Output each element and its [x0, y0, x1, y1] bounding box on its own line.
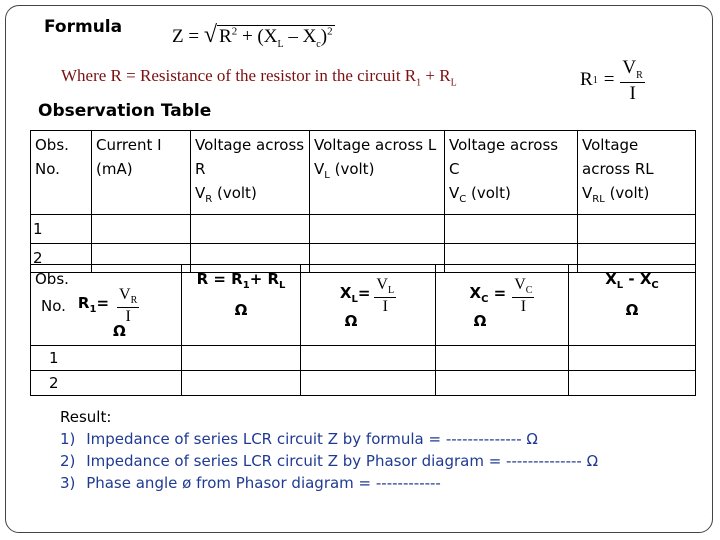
table1-row1-vc: [445, 215, 578, 244]
table2-row1-obs: 1: [31, 346, 182, 371]
table2-row1-xl: [301, 346, 436, 371]
vrl-sym: V: [582, 184, 593, 202]
xl-omega: Ω: [344, 312, 358, 331]
xc-num-sub: C: [525, 285, 533, 297]
where-sub1: 1: [416, 77, 422, 89]
header-voltage-rl: [578, 131, 696, 215]
r1-fraction: [620, 58, 644, 103]
table1-row1-obs: 1: [31, 215, 92, 244]
xl-fraction: [374, 277, 396, 315]
xl-label-sub: L: [351, 293, 358, 305]
vc-sym: V: [449, 184, 460, 202]
vl-unit: (volt): [329, 160, 375, 178]
xc-num: V: [514, 276, 526, 293]
xl-eq: =: [357, 283, 371, 302]
vr-title: Voltage across R: [195, 136, 305, 178]
result-section: [60, 406, 598, 494]
r1-formula-top: [580, 58, 645, 103]
xc-sub: c: [316, 38, 321, 50]
table2-row2-r: [182, 371, 301, 396]
xl-sub: L: [277, 38, 284, 50]
r1-den: I: [629, 82, 636, 104]
result-item-3: [60, 472, 598, 494]
r1-lhs: R: [580, 69, 593, 91]
xl-num-sub: L: [387, 285, 395, 297]
r1-eq: =: [603, 69, 615, 91]
vrl-title: Voltage across RL: [582, 136, 654, 178]
table2-row1-xc: [436, 346, 569, 371]
vc-title: Voltage across C: [449, 136, 559, 178]
header2-xl: [301, 265, 436, 346]
radicand: [217, 25, 335, 50]
where-subL: L: [450, 77, 457, 89]
header2-no: No.: [41, 297, 66, 316]
vl-sym: V: [314, 160, 325, 178]
header2-xl-minus-xc: [569, 265, 696, 346]
xlxc-mid: - X: [623, 270, 652, 288]
table2-header-row: [31, 265, 696, 346]
xl-num: V: [376, 276, 388, 293]
table1-row1-current: [92, 215, 191, 244]
header-voltage-l: [310, 131, 445, 215]
table2-row2-xl: [301, 371, 436, 396]
result-text-3: Phase angle ø from Phasor diagram = ------------: [86, 474, 441, 492]
header2-xc: [436, 265, 569, 346]
header2-obs: Obs.: [35, 270, 69, 288]
xc-omega: Ω: [473, 312, 487, 331]
result-text-2: Impedance of series LCR circuit Z by Phasor diagram = -------------- Ω: [86, 452, 599, 470]
table2-row2-xc: [436, 371, 569, 396]
result-num-2: 2): [60, 452, 76, 470]
header2-obs-r1: [31, 265, 182, 346]
table-row: [31, 215, 696, 244]
table2-row2-obs: 2: [31, 371, 182, 396]
vrl-sub: RL: [592, 194, 605, 205]
radicand-minus: – X: [288, 26, 317, 47]
r1-omega: Ω: [113, 322, 126, 341]
radicand-plus: + (X: [241, 26, 278, 47]
vl-sub: L: [324, 170, 330, 181]
table1-row1-vrl: [578, 215, 696, 244]
result-text-1: Impedance of series LCR circuit Z by formula = -------------- Ω: [86, 430, 538, 448]
r1t-num-sub: R: [130, 295, 138, 307]
table1-row2-obs: 2: [31, 244, 92, 273]
xc-label-sub: C: [481, 293, 489, 305]
table2-row2-xlxc: [569, 371, 696, 396]
radicand-r: R: [219, 26, 232, 47]
xc-label: X: [469, 283, 482, 302]
result-title: Result:: [60, 408, 112, 426]
xc-fraction: [512, 277, 534, 315]
table1-header-row: [31, 131, 696, 215]
xc-den: I: [520, 298, 527, 316]
impedance-formula: [172, 22, 335, 50]
where-text: Where R = Resistance of the resistor in the circuit R: [61, 66, 417, 85]
xc-eq: =: [488, 283, 507, 302]
xlxc-b-sub: C: [651, 280, 659, 291]
header-voltage-r: [191, 131, 310, 215]
r-sum-subL: L: [279, 280, 286, 291]
table-row: [31, 346, 696, 371]
r1-lhs-sub: 1: [592, 74, 598, 86]
sqrt-sign: √: [203, 22, 217, 48]
header-voltage-c: [445, 131, 578, 215]
xlxc-a-sub: L: [616, 280, 624, 291]
r1-label-eq: =: [96, 293, 110, 312]
formula-label: Formula: [44, 17, 123, 37]
table2-row1-xlxc: [569, 346, 696, 371]
vc-sub: C: [459, 194, 467, 205]
vr-sym: V: [195, 184, 206, 202]
xl-label: X: [339, 283, 352, 302]
table-row: [31, 371, 696, 396]
r-sum: R = R: [196, 270, 243, 288]
header-obs-no: Obs. No.: [31, 131, 92, 215]
observation-table-2: [30, 264, 696, 396]
formula-lhs: Z =: [172, 26, 200, 47]
r1-num-sub: R: [636, 69, 643, 81]
where-plus: + R: [421, 66, 451, 85]
radicand-close: ): [320, 26, 328, 47]
vl-title: Voltage across L: [314, 136, 437, 154]
header2-r-sum: [182, 265, 301, 346]
r1-num: V: [622, 57, 637, 78]
table2-row1-r: [182, 346, 301, 371]
result-item-1: [60, 428, 598, 450]
result-num-1: 1): [60, 430, 76, 448]
xlxc-a: X: [605, 270, 617, 288]
observation-table-1: [30, 130, 696, 273]
table1-row1-vl: [310, 215, 445, 244]
result-item-2: [60, 450, 598, 472]
observation-title: Observation Table: [38, 101, 212, 121]
r1t-num: V: [119, 286, 131, 303]
square-1: 2: [231, 25, 238, 38]
r1-label-sub: 1: [89, 303, 97, 315]
r-sum-sub1: 1: [242, 280, 250, 291]
xl-den: I: [382, 298, 388, 316]
square-2: 2: [327, 25, 333, 38]
r-sum-plus: + R: [249, 270, 280, 288]
vrl-unit: (volt): [604, 184, 650, 202]
vc-unit: (volt): [466, 184, 511, 202]
result-num-3: 3): [60, 474, 76, 492]
where-line: [61, 66, 457, 88]
header-current: Current I (mA): [92, 131, 191, 215]
vr-unit: (volt): [212, 184, 257, 202]
r1-label: R: [77, 293, 90, 312]
table1-row1-vr: [191, 215, 310, 244]
header2-r1: [78, 291, 109, 322]
vr-sub: R: [205, 194, 213, 205]
xlxc-omega: Ω: [625, 301, 639, 319]
r1t-den: I: [125, 308, 131, 326]
r-sum-omega: Ω: [234, 301, 248, 319]
